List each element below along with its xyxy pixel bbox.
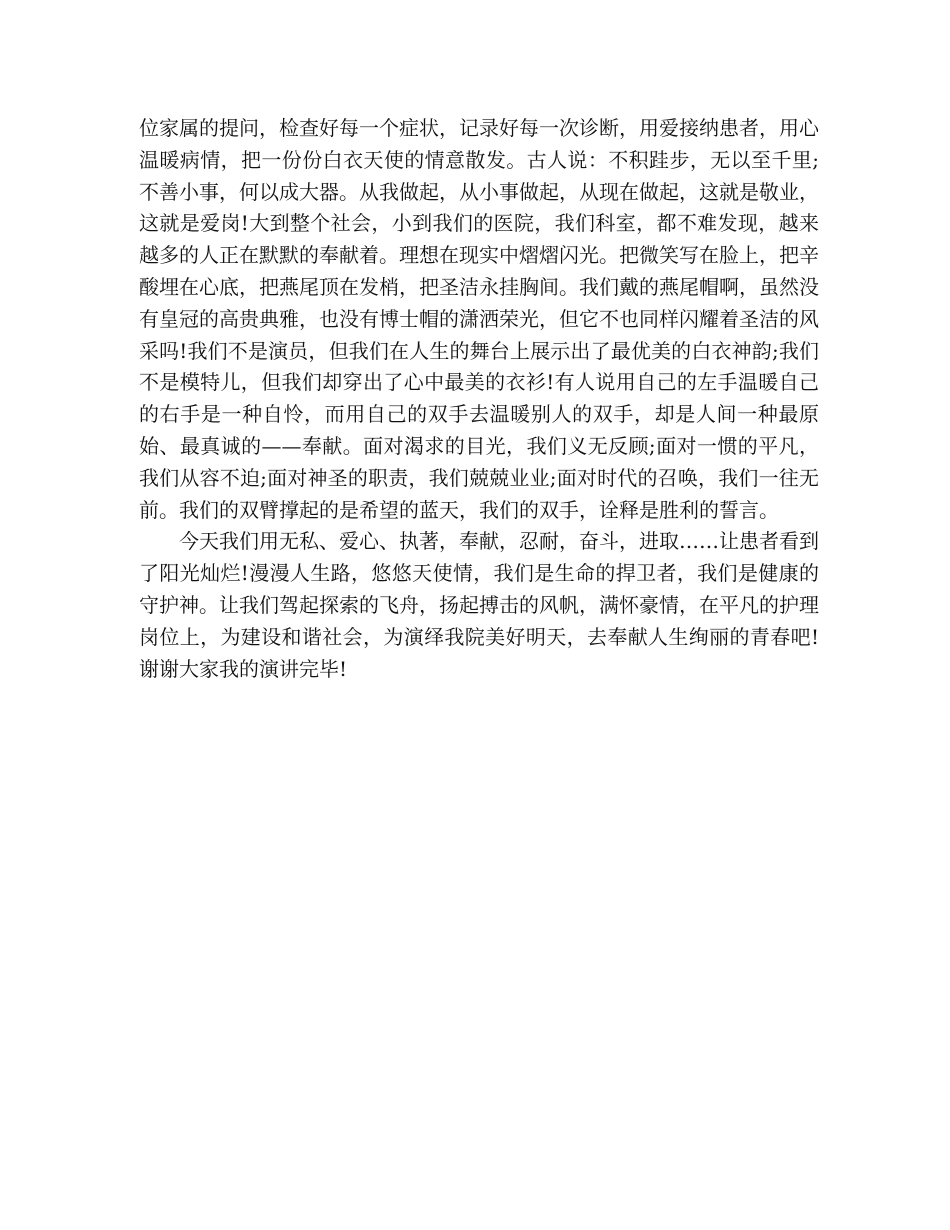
paragraph-closing: 今天我们用无私、爱心、执著，奉献，忍耐，奋斗，进取……让患者看到了阳光灿烂!漫漫人生路，悠悠天使情，我们是生命的捍卫者，我们是健康的守护神。让我们驾起探索的飞舟，扬起搏击的风帆，满怀豪情，在平凡的护理岗位上，为建设和谐社会，为演绎我院美好明天，去奉献人生绚丽的青春吧!谢谢大家我的演讲完毕! (139, 529, 819, 681)
body-text (139, 113, 819, 685)
paragraph-continued: 位家属的提问，检查好每一个症状，记录好每一次诊断，用爱接纳患者，用心温暖病情，把一份份白衣天使的情意散发。古人说：不积跬步，无以至千里;不善小事，何以成大器。从我做起，从小事做起，从现在做起，这就是敬业，这就是爱岗!大到整个社会，小到我们的医院，我们科室，都不难发现，越来越多的人正在默默的奉献着。理想在现实中熠熠闪光。把微笑写在脸上，把辛酸埋在心底，把燕尾顶在发梢，把圣洁永挂胸间。我们戴的燕尾帽啊，虽然没有皇冠的高贵典雅，也没有博士帽的潇洒荣光，但它不也同样闪耀着圣洁的风采吗!我们不是演员，但我们在人生的舞台上展示出了最优美的白衣神韵;我们不是模特儿，但我们却穿出了心中最美的衣衫!有人说用自己的左手温暖自己的右手是一种自怜，而用自己的双手去温暖别人的双手，却是人间一种最原始、最真诚的——奉献。面对渴求的目光，我们义无反顾;面对一惯的平凡，我们从容不迫;面对神圣的职责，我们兢兢业业;面对时代的召唤，我们一往无前。我们的双臂撑起的是希望的蓝天，我们的双手，诠释是胜利的誓言。 (139, 116, 819, 522)
